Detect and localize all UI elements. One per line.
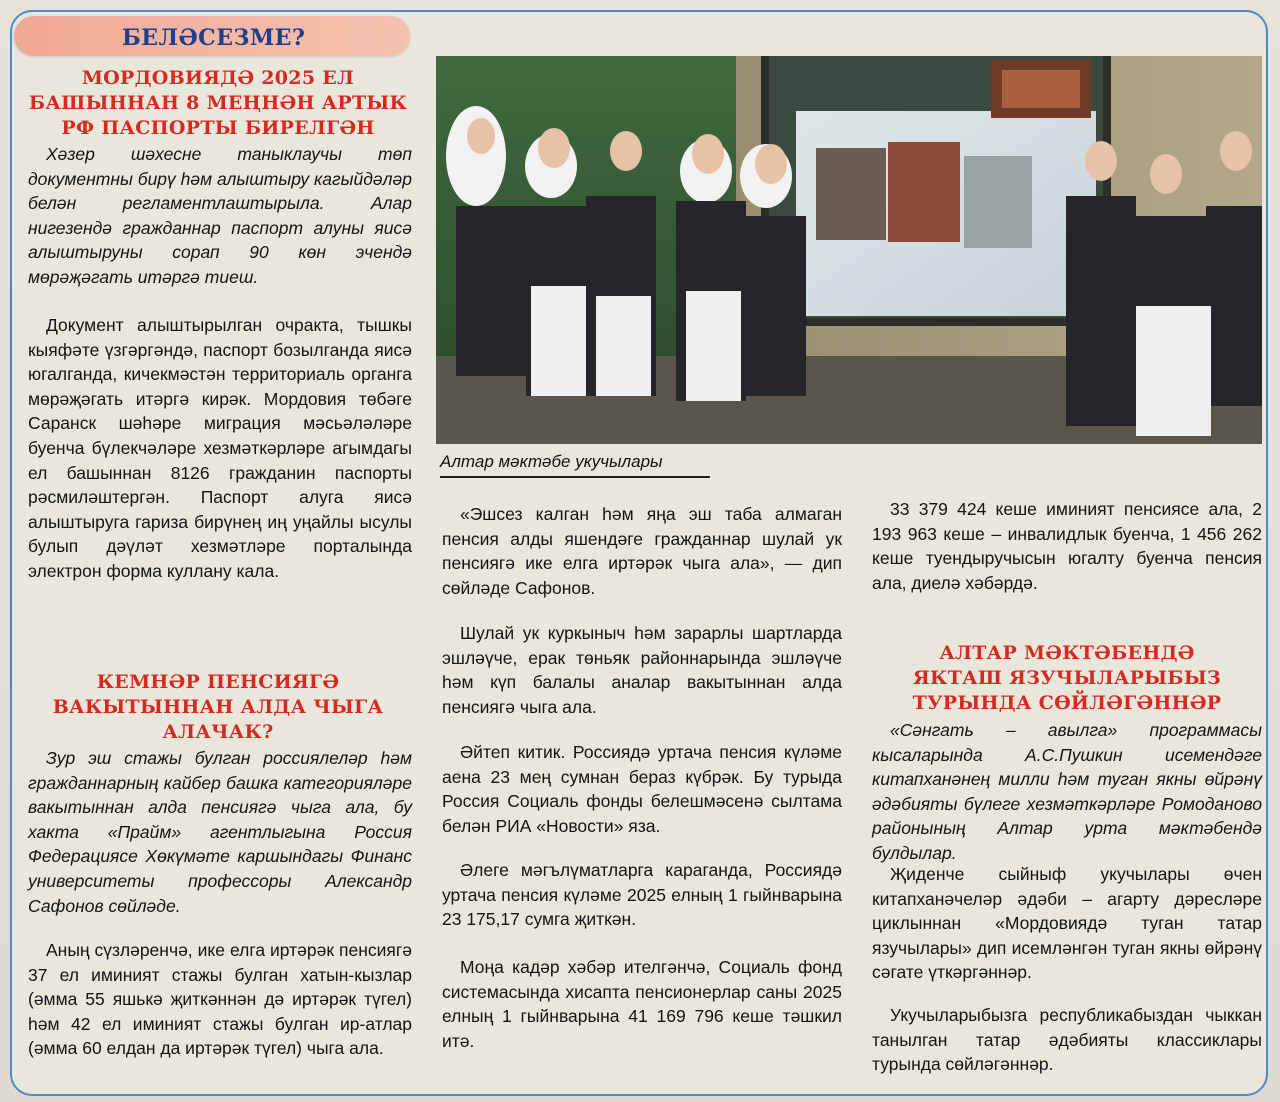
article2-paragraph: «Эшсез калган һәм яңа эш таба алмаган пенсия алды яшендәге гражданнар шулай ук пенсиягә ике елга иртәрәк чыга ала», — дип сөйләде Сафонов. <box>442 504 842 598</box>
article3-paragraph: Укучыларыбызга республикабыздан чыккан танылган татар әдәбияты классиклары турында сөйләгәннәр. <box>872 1005 1262 1075</box>
headline-line: ВАКЫТЫННАН АЛДА ЧЫГА <box>52 696 384 718</box>
headline-line: КЕМНӘР ПЕНСИЯГӘ <box>96 671 340 693</box>
headline-line: ТУРЫНДА СӨЙЛӘГӘННӘР <box>912 692 1222 714</box>
photo-caption: Алтар мәктәбе укучылары <box>440 452 710 478</box>
article2-headline <box>28 670 408 745</box>
article1-headline <box>28 66 408 141</box>
article2-paragraph: Әлеге мәгълүматларга караганда, Россиядә уртача пенсия күләме 2025 елның 1 гыйнварына 23 175,17 сумга җиткән. <box>442 860 842 930</box>
article3-paragraph: Җиденче сыйныф укучылары өчен китапханәчеләр әдәби – агарту дәресләре циклыннан «Мордовиядә туган татар язучылары» дип исемләнгән туган якны өйрәнү сәгате үткәргәннәр. <box>872 864 1262 983</box>
article3-headline <box>872 641 1262 716</box>
rubric-banner <box>14 16 410 56</box>
article1-body: Документ алыштырылган очракта, тышкы кыяфәте үзгәргәндә, паспорт бозылганда яисә югалганда, кичекмәстән территориаль органга мөрәҗәгать итәргә кирәк. Мордовия төбәге Саранск шәһәре миграция мәсьәләләре буенча бүлекчәләре хезмәткәрләре агымдагы ел башыннан 8126 гражданин паспорты рәсмиләштергән. Паспорт алуга яисә алыштыруга гариза бирүнең иң уңайлы ысулы булып дәүләт хезмәтләре порталында электрон форма куллану кала. <box>28 315 412 581</box>
article2-paragraph: Әйтеп китик. Россиядә уртача пенсия күләме аена 23 мең сумнан бераз күбрәк. Бу турыда Россия Социаль фонды белешмәсенә сылтама белән РИА «Новости» яза. <box>442 742 842 836</box>
headline-line: АЛАЧАК? <box>162 721 274 743</box>
article1-lead: Хәзер шәхесне таныклаучы төп документны бирү һәм алыштыру кагыйдәләр белән регламентлаштырыла. Алар нигезендә гражданнар паспорт алуны яисә алыштыруны сорап 90 көн эчендә мөрәҗәгать итәргә тиеш. <box>28 144 412 287</box>
article2-paragraph: Шулай ук куркыныч һәм зарарлы шартларда эшләүче, ерак төньяк районнарында эшләүче һәм күп балалы аналар вакытыннан алда пенсиягә чыга ала. <box>442 623 842 717</box>
headline-line: БАШЫННАН 8 МЕҢНӘН АРТЫК <box>28 92 408 114</box>
rubric-label: БЕЛӘСЕЗМЕ? <box>122 25 306 51</box>
photo-illustration <box>436 56 1262 444</box>
headline-line: РФ ПАСПОРТЫ БИРЕЛГӘН <box>61 117 375 139</box>
article2-paragraph: Моңа кадәр хәбәр ителгәнчә, Социаль фонд системасында хисапта пенсионерлар саны 2025 елның 1 гыйнварына 41 169 796 кеше тәшкил итә. <box>442 957 842 1051</box>
article3-lead: «Сәнгать – авылга» программасы кысаларында А.С.Пушкин исемендәге китапханәнең милли һәм туган якны өйрәнү әдәбияты бүлеге хезмәткәрләре Ромоданово районының Алтар урта мәктәбендә булдылар. <box>872 720 1262 863</box>
school-photo <box>436 56 1262 444</box>
article2-lead: Зур эш стажы булган россиялеләр һәм гражданнарның кайбер башка категорияләре вакытыннан алда пенсиягә чыга ала, бу хакта «Прайм» агентлыгына Россия Федерациясе Хөкүмәте каршындагы Финанс университеты профессоры Александр Сафонов сөйләде. <box>28 748 412 916</box>
headline-line: МОРДОВИЯДӘ 2025 ЕЛ <box>81 67 355 89</box>
headline-line: ЯКТАШ ЯЗУЧЫЛАРЫБЫЗ <box>913 667 1221 689</box>
article2-paragraph: 33 379 424 кеше иминият пенсиясе ала, 2 193 963 кеше – инвалидлык буенча, 1 456 262 кеше туендыручысын югалту буенча пенсия ала, диелә хәбәрдә. <box>872 499 1262 593</box>
headline-line: АЛТАР МӘКТӘБЕНДӘ <box>939 642 1195 664</box>
article2-paragraph: Аның сүзләренчә, ике елга иртәрәк пенсиягә 37 ел иминият стажы булган хатын-кызлар (әмма 55 яшькә җиткәннән дә иртәрәк түгел) һәм 42 ел иминият стажы булган ир-атлар (әмма 60 елдан да иртәрәк түгел) чыга ала. <box>28 940 412 1059</box>
